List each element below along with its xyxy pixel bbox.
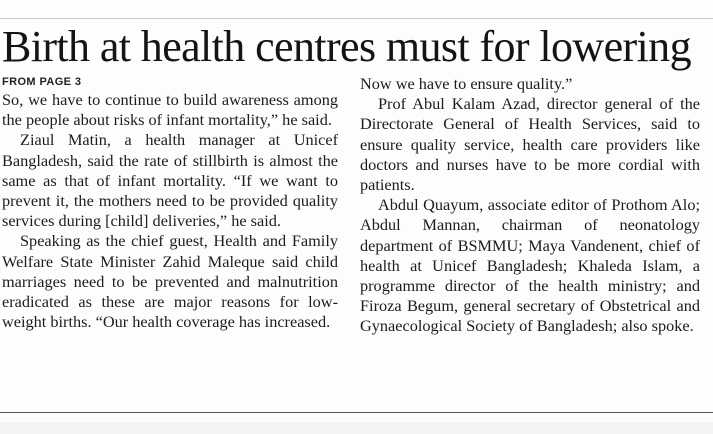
paragraph: Ziaul Matin, a health manager at Unicef Bangladesh, said the rate of stillbirth is almost the same as that of infant mortality. “If we want to prevent it, the mothers need to be provided quality services during [child] deliveries,” he said. xyxy=(2,130,338,231)
paragraph: Abdul Quayum, associate editor of Prothom Alo; Abdul Mannan, chairman of neonatology department of BSMMU; Maya Vandenent, chief of health at Unicef Bangladesh; Khaleda Islam, a programme director of the health ministry; and Firoza Begum, general secretary of Obstetrical and Gynaecological Society of Bangladesh; also spoke. xyxy=(360,195,700,336)
article-column-right xyxy=(360,74,700,337)
bottom-divider xyxy=(0,412,713,413)
article-column-left xyxy=(2,74,338,332)
paragraph: Prof Abul Kalam Azad, director general of the Directorate General of Health Services, said to ensure quality service, health care providers like doctors and nurses have to be more cordial with patients. xyxy=(360,94,700,195)
paragraph: Speaking as the chief guest, Health and Family Welfare State Minister Zahid Maleque said child marriages need to be prevented and malnutrition eradicated as these are major reasons for low-weight births. “Our health coverage has increased. xyxy=(2,231,338,332)
paragraph: So, we have to continue to build awareness among the people about risks of infant mortality,” he said. xyxy=(2,90,338,130)
page-fold-strip xyxy=(0,422,713,434)
continuation-kicker: FROM PAGE 3 xyxy=(2,76,82,88)
paragraph: Now we have to ensure quality.” xyxy=(360,74,573,93)
headline: Birth at health centres must for lowering xyxy=(2,22,691,71)
